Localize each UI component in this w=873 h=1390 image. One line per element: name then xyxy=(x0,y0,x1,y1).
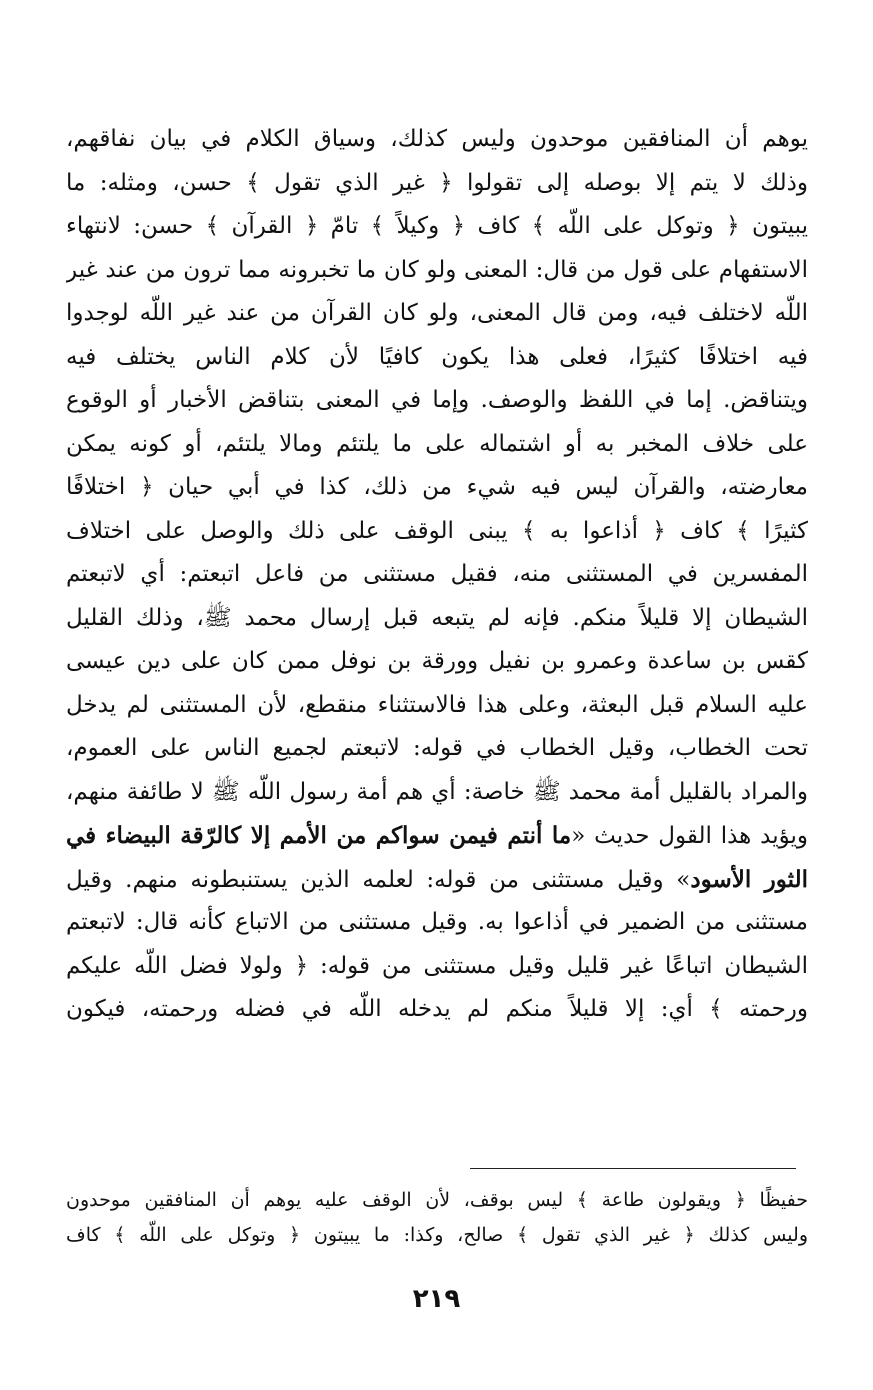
text-line: على خلاف المخبر به أو اشتماله على ما يلتئم ومالا يلتئم، أو كونه يمكن xyxy=(66,430,808,457)
text-line: وذلك لا يتم إلا بوصله إلى تقولوا ﴿ غير الذي تقول ﴾ حسن، ومثله: ما xyxy=(66,169,808,196)
text-line-hadith-end xyxy=(66,858,808,902)
text-line: تحت الخطاب، وقيل الخطاب في قوله: لاتبعتم لجميع الناس على العموم، xyxy=(66,735,808,761)
footnotes-block xyxy=(66,1183,808,1253)
footnote-line: وليس كذلك ﴿ غير الذي تقول ﴾ صالح، وكذا: ما يبيتون ﴿ وتوكل على اللّه ﴾ كاف xyxy=(66,1224,808,1246)
main-text-block xyxy=(66,118,808,1032)
hadith-quote-part2: الثور الأسود xyxy=(690,865,808,893)
text-line: ويتناقض. إما في اللفظ والوصف. وإما في المعنى بتناقض الأخبار أو الوقوع xyxy=(66,387,808,413)
text-line: الاستفهام على قول من قال: المعنى ولو كان ما تخبرونه مما ترون من عند غير xyxy=(66,256,808,283)
hadith-intro: ويؤيد هذا القول حديث « xyxy=(571,823,808,849)
text-line: ورحمته ﴾ أي: إلا قليلاً منكم لم يدخله اللّه في فضله ورحمته، فيكون xyxy=(66,996,808,1022)
text-line: الشيطان اتباعًا غير قليل وقيل مستثنى من قوله: ﴿ ولولا فضل اللّه عليكم xyxy=(66,952,808,979)
text-line: معارضته، والقرآن ليس فيه شيء من ذلك، كذا في أبي حيان ﴿ اختلافًا xyxy=(66,474,808,500)
text-line: المفسرين في المستثنى منه، فقيل مستثنى من فاعل اتبعتم: أي لاتبعتم xyxy=(66,561,808,587)
text-line: يوهم أن المنافقين موحدون وليس كذلك، وسياق الكلام في بيان نفاقهم، xyxy=(66,126,808,152)
footnote-line: حفيظًا ﴿ ويقولون طاعة ﴾ ليس بوقف، لأن الوقف عليه يوهم أن المنافقين موحدون xyxy=(66,1189,808,1211)
text-line: اللّه لاختلف فيه، ومن قال المعنى، ولو كان القرآن من عند غير اللّه لوجدوا xyxy=(66,300,808,326)
text-line: الشيطان إلا قليلاً منكم. فإنه لم يتبعه قبل إرسال محمد ﷺ، وذلك القليل xyxy=(66,604,808,631)
hadith-continuation: » وقيل مستثنى من قوله: لعلمه الذين يستنبطونه منهم. وقيل xyxy=(66,866,691,893)
text-line: فيه اختلافًا كثيرًا، فعلى هذا يكون كافيًا لأن كلام الناس يختلف فيه xyxy=(66,343,808,370)
text-line: كثيرًا ﴾ كاف ﴿ أذاعوا به ﴾ يبنى الوقف على ذلك والوصل على اختلاف xyxy=(66,517,808,544)
page-number: ٢١٩ xyxy=(412,1284,461,1314)
text-line: والمراد بالقليل أمة محمد ﷺ خاصة: أي هم أمة رسول اللّه ﷺ لا طائفة منهم، xyxy=(66,778,808,805)
text-line: مستثنى من الضمير في أذاعوا به. وقيل مستثنى من الاتباع كأنه قال: لاتبعتم xyxy=(66,909,808,935)
text-line: يبيتون ﴿ وتوكل على اللّه ﴾ كاف ﴿ وكيلاً ﴾ تامّ ﴿ القرآن ﴾ حسن: لانتهاء xyxy=(66,213,808,239)
text-line: عليه السلام قبل البعثة، وعلى هذا فالاستثناء منقطع، لأن المستثنى لم يدخل xyxy=(66,691,808,718)
footnote-separator xyxy=(470,1168,796,1169)
hadith-quote-part1: ما أنتم فيمن سواكم من الأمم إلا كالرّقة البيضاء في xyxy=(66,822,572,849)
text-line-hadith xyxy=(66,814,808,858)
text-line: كقس بن ساعدة وعمرو بن نفيل وورقة بن نوفل ممن كان على دين عيسى xyxy=(66,648,808,674)
